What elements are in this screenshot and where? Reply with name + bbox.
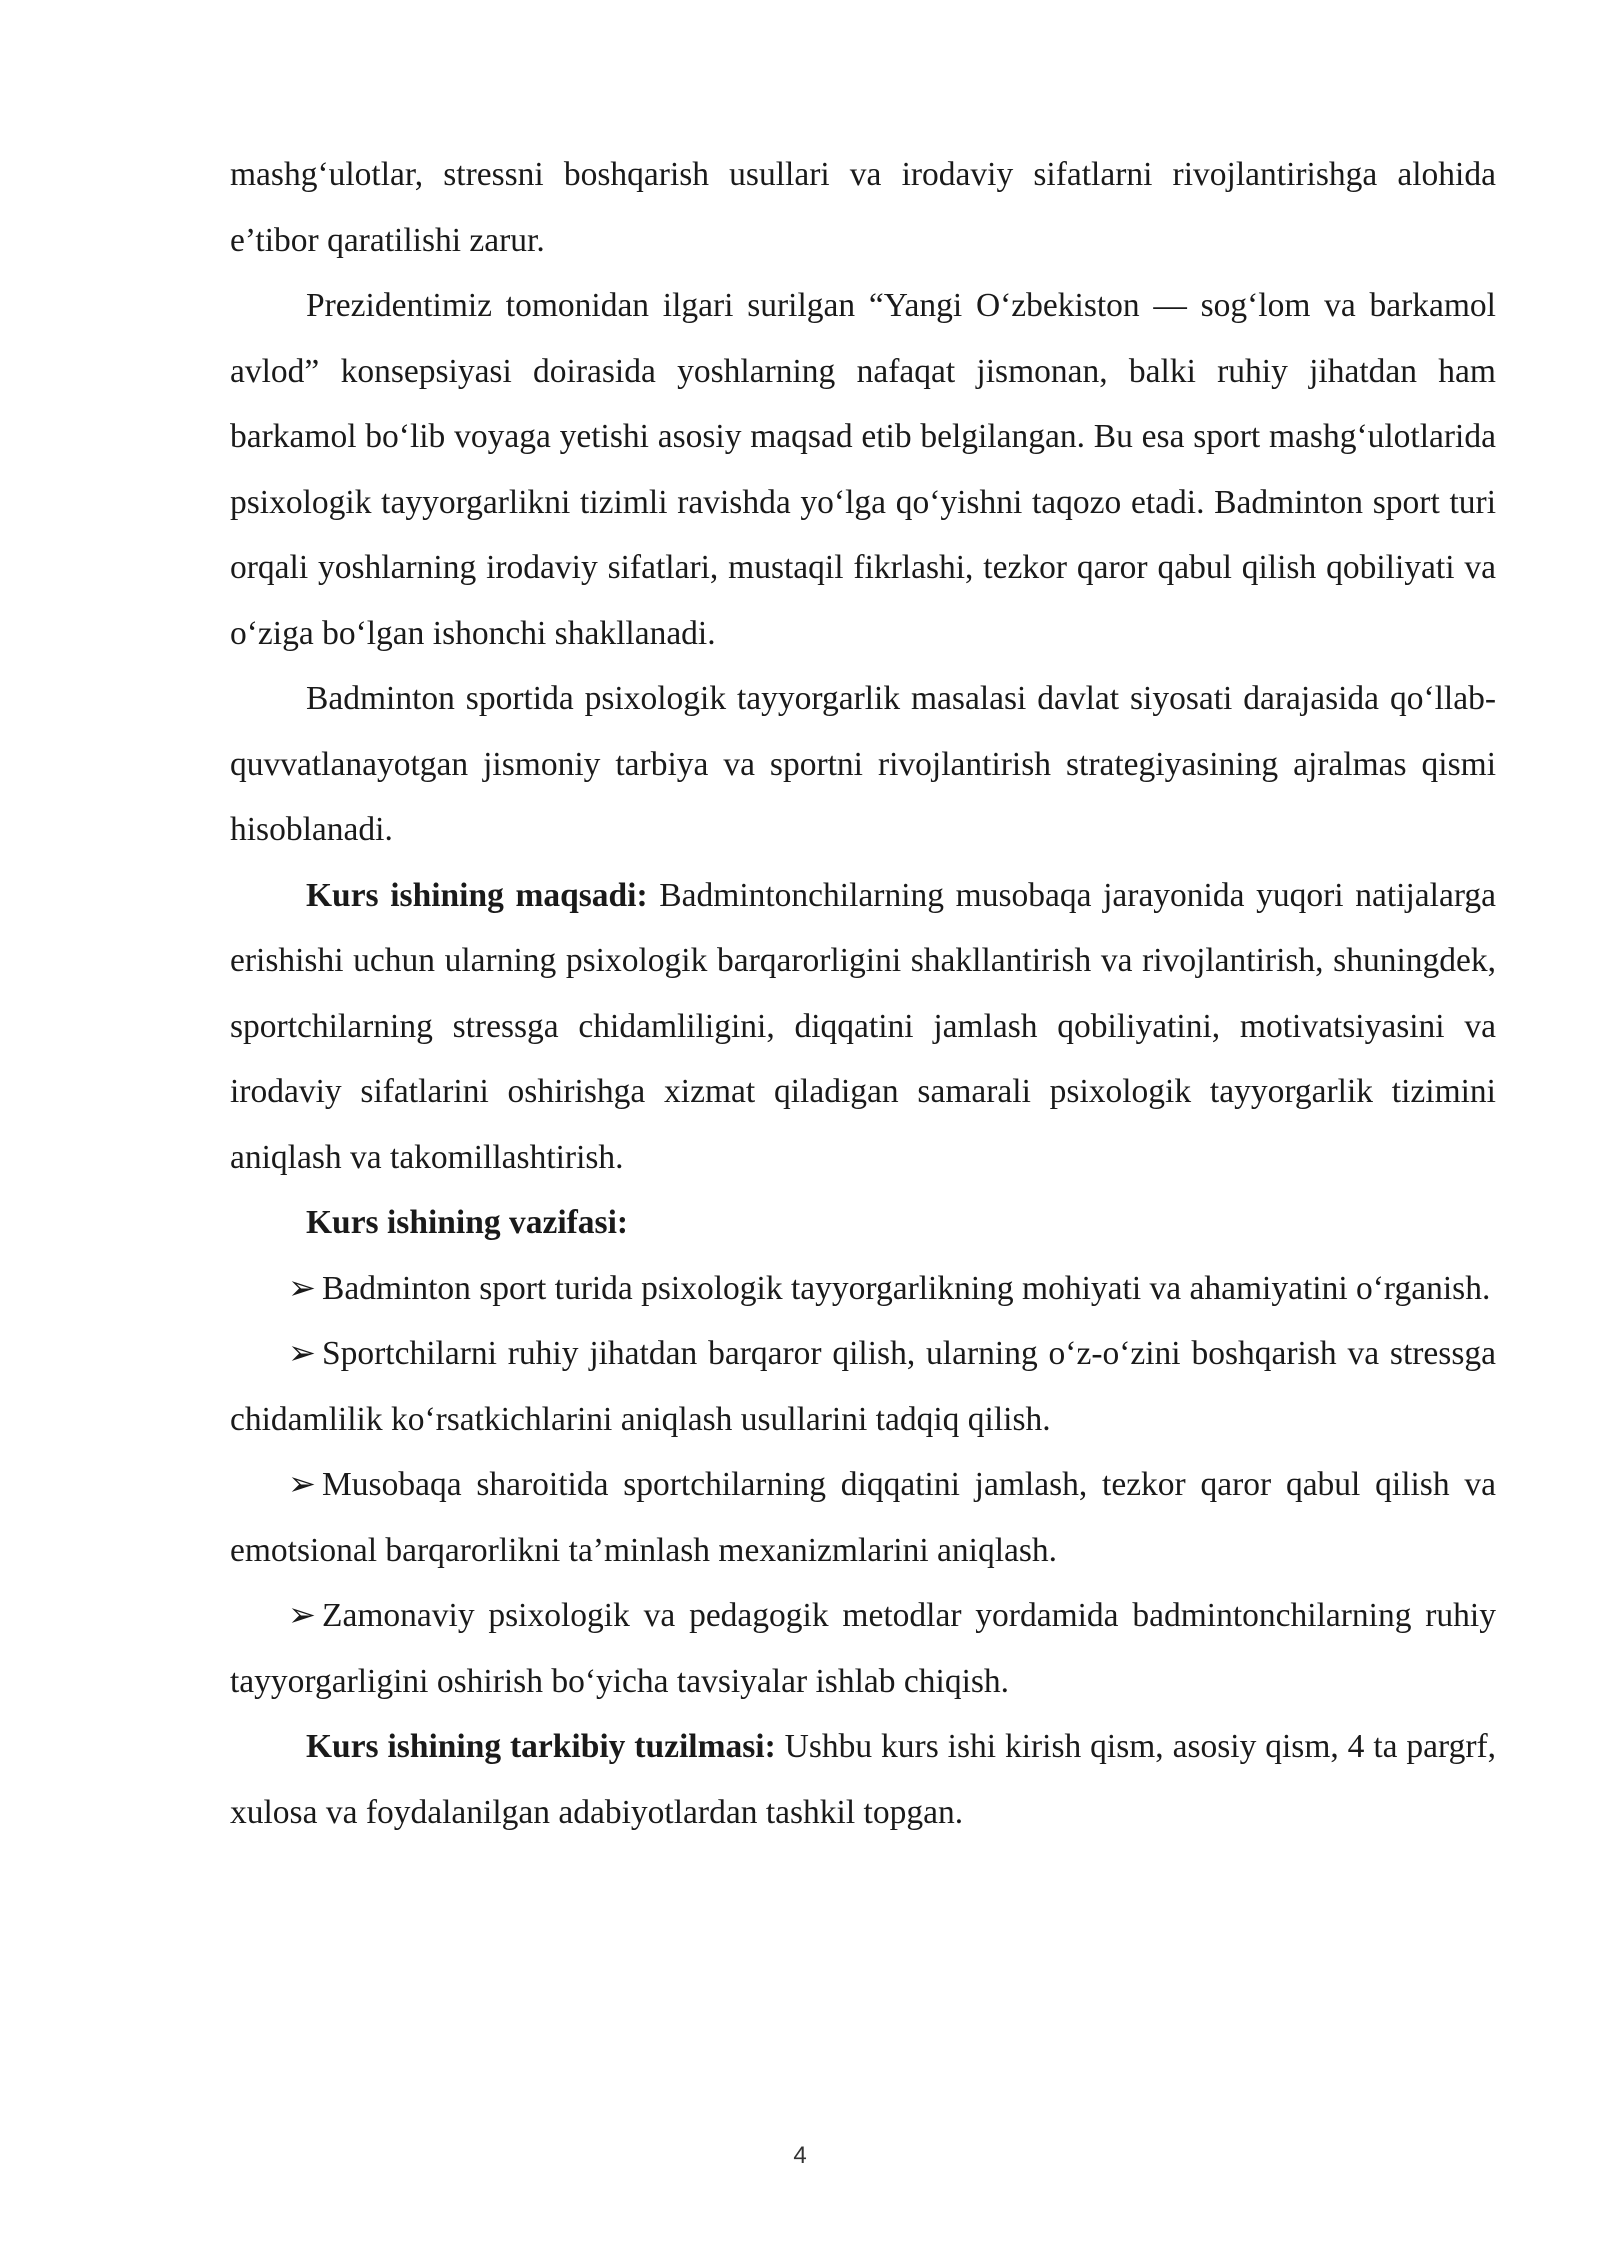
task-item-3	[230, 1452, 1496, 1583]
arrowhead-bullet-icon: ➢	[288, 1466, 317, 1503]
structure-text: Ushbu kurs ishi kirish qism, asosiy qism, 4 ta pargrf, xulosa va foydalanilgan adabiyotlardan tashkil topgan.	[230, 1728, 1497, 1831]
page-number: 4	[793, 2142, 807, 2169]
goal-heading: Kurs ishining maqsadi:	[306, 876, 648, 914]
paragraph-goal	[230, 863, 1496, 1191]
arrowhead-bullet-icon: ➢	[288, 1335, 317, 1372]
task-item-text: Sportchilarni ruhiy jihatdan barqaror qilish, ularning o‘z-o‘zini boshqarish va stressga chidamlilik ko‘rsatkichlarini aniqlash usullarini tadqiq qilish.	[230, 1335, 1496, 1438]
task-item-1	[230, 1256, 1496, 1322]
paragraph-intro-continuation: mashg‘ulotlar, stressni boshqarish usullari va irodaviy sifatlarni rivojlantirishga alohida e’tibor qaratilishi zarur.	[230, 156, 1496, 259]
task-item-4	[230, 1583, 1496, 1714]
task-item-2	[230, 1321, 1496, 1452]
paragraph-concept: Prezidentimiz tomonidan ilgari surilgan “Yangi O‘zbekiston — sog‘lom va barkamol avlod” konsepsiyasi doirasida yoshlarning nafaqat jismonan, balki ruhiy jihatdan ham barkamol bo‘lib voyaga yetishi asosiy maqsad etib belgilangan. Bu esa sport mashg‘ulotlarida psixologik tayyorgarlikni tizimli ravishda yo‘lga qo‘yishni taqozo etadi. Badminton sport turi orqali yoshlarning irodaviy sifatlari, mustaqil fikrlashi, tezkor qaror qabul qilish qobiliyati va o‘ziga bo‘lgan ishonchi shakllanadi.	[230, 287, 1496, 652]
task-item-text: Zamonaviy psixologik va pedagogik metodlar yordamida badmintonchilarning ruhiy tayyorgarligini oshirish bo‘yicha tavsiyalar ishlab chiqish.	[230, 1597, 1496, 1700]
arrowhead-bullet-icon: ➢	[288, 1597, 317, 1634]
goal-text: Badmintonchilarning musobaqa jarayonida yuqori natijalarga erishishi uchun ularning psixologik barqarorligini shakllantirish va rivojlantirish, shuningdek, sportchilarning stressga chidamliligini, diqqatini jamlash qobiliyatini, motivatsiyasini va irodaviy sifatlarini oshirishga xizmat qiladigan samarali psixologik tayyorgarlik tizimini aniqlash va takomillashtirish.	[230, 876, 1496, 1176]
arrowhead-bullet-icon: ➢	[288, 1269, 317, 1307]
tasks-heading: Kurs ishining vazifasi:	[306, 1204, 629, 1241]
paragraph-policy: Badminton sportida psixologik tayyorgarlik masalasi davlat siyosati darajasida qo‘llab-quvvatlanayotgan jismoniy tarbiya va sportni rivojlantirish strategiyasining ajralmas qismi hisoblanadi.	[230, 680, 1496, 848]
task-item-text: Badminton sport turida psixologik tayyorgarlikning mohiyati va ahamiyatini o‘rganish.	[322, 1269, 1491, 1307]
document-page	[230, 142, 1496, 1845]
task-item-text: Musobaqa sharoitida sportchilarning diqqatini jamlash, tezkor qaror qabul qilish va emotsional barqarorlikni ta’minlash mexanizmlarini aniqlash.	[230, 1466, 1496, 1569]
paragraph-structure	[230, 1714, 1496, 1845]
structure-heading: Kurs ishining tarkibiy tuzilmasi:	[306, 1728, 776, 1765]
